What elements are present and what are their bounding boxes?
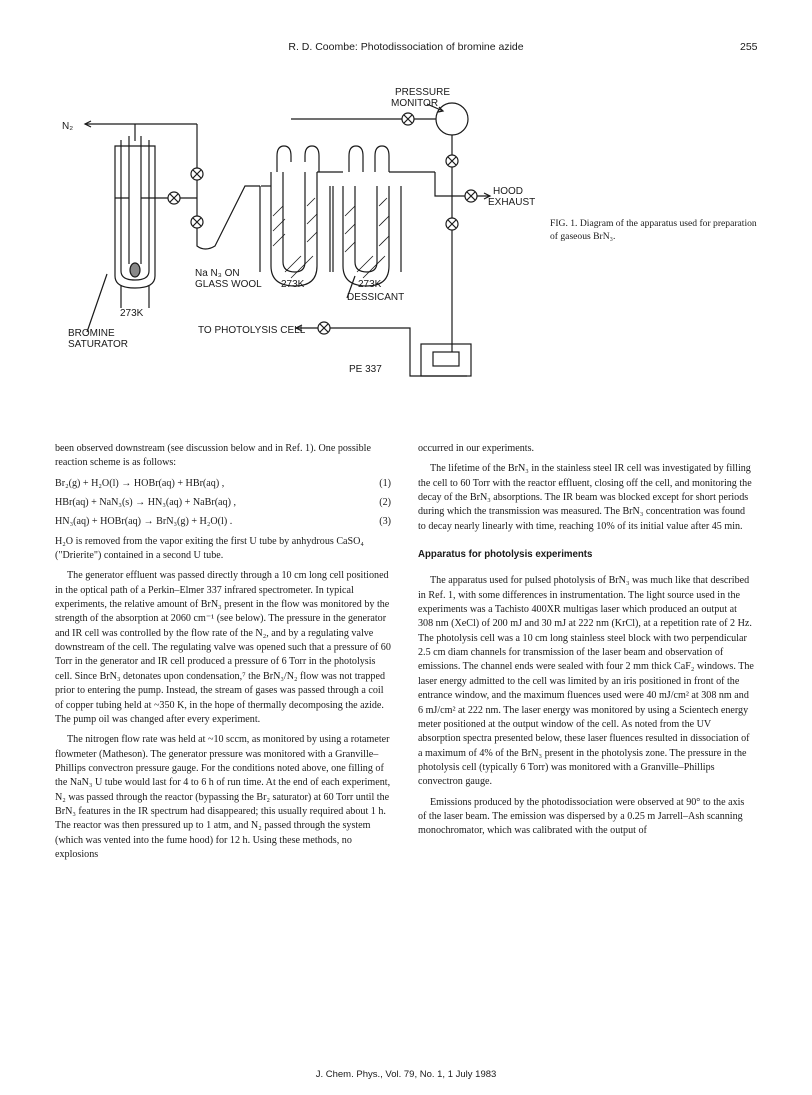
paragraph: The apparatus used for pulsed photolysis of BrN₃ was much like that described in Ref. 1, with some differences in instrumentation. The light source used in the experiments was a Tachisto 400XR multigas laser which produced an output at 308 nm (XeCl) of 200 mJ and 30 mJ at 222 nm (KrCl), at a repetition rate of 2 Hz. The photolysis cell was a 10 cm long stainless steel block with two perpendicular 2.5 cm diam channels for transmission of the laser beam and observation of emissions. The channel ends were sealed with four 2 mm thick CaF₂ windows. The laser energy admitted to the cell was limited by an iris positioned in front of the entrance window, and the maximum fluences used were 40 mJ/cm² at 308 nm and 6 mJ/cm² at 222 nm. The laser energy was monitored by using a Scientech energy meter positioned at the output window of the cell. As noted from the UV absorption spectra presented below, these laser fluences resulted in dissociation of a maximum of 4% of the BrN₃ present in the photolysis zone. The pressure in the photolysis cell (typically 6 Torr) was monitored with a Granville–Phillips convectron gauge. — [418, 575, 754, 788]
paragraph: been observed downstream (see discussion below and in Ref. 1). One possible reaction scheme is as follows: — [55, 443, 371, 469]
paragraph: H₂O is removed from the vapor exiting the first U tube by anhydrous CaSO₄ ("Drierite") contained in a second U tube. — [55, 535, 364, 562]
label-nan3-1: Na N₃ ON — [195, 268, 240, 279]
saturator-pointer — [87, 274, 107, 332]
running-title: R. D. Coombe: Photodissociation of bromine azide — [288, 41, 524, 53]
paragraph: The generator effluent was passed directly through a 10 cm long cell positioned in the optical path of a Perkin–Elmer 337 infrared spectrometer. In typical experiments, the relative amount of BrN₃ present in the flow was monitored by the strength of the absorption at 2060 cm⁻¹ (see below). The pressure in the generator and IR cell was controlled by the flow rate of the N₂, and by a regulating valve downstream of the cell. The regulating valve was opened such that a pressure of 60 Torr in the generator and IR cell produced a pressure of 6 Torr in the photolysis cell. Since BrN₃ detonates upon condensation,⁷ the BrN₃/N₂ flow was not trapped prior to entering the pump. Instead, the stream of gases was passed through a coil of copper tubing held at ~350 K, in the hope of thermally decomposing the azide. The pump oil was changed after every experiment. — [55, 570, 391, 725]
label-n2: N₂ — [62, 121, 74, 132]
left-column — [55, 442, 391, 868]
label-temp-left: 273K — [120, 308, 144, 319]
paragraph: Emissions produced by the photodissociation were observed at 90° to the axis of the laser beam. The emission was dispersed by a 0.25 m Jarrell–Ash scanning monochromator, which was calibrated with the output of — [418, 796, 745, 837]
valve-photolysis — [318, 322, 330, 334]
equation-3 — [55, 515, 391, 529]
label-pressure-monitor-2: MONITOR — [391, 98, 439, 109]
label-to-photolysis: TO PHOTOLYSIS CELL — [198, 325, 306, 336]
label-temp-right: 273K — [358, 279, 382, 290]
equation-number: (2) — [379, 497, 391, 509]
bromine-saturator — [115, 136, 155, 288]
label-hood-exhaust-1: HOOD — [493, 186, 523, 197]
paragraph: The lifetime of the BrN₃ in the stainless steel IR cell was investigated by filling the cell to 60 Torr with the reactor effluent, closing off the cell, and monitoring the decay of the BrN₃ absorptions. The IR beam was blocked except for short periods during which the transmission was measured. The BrN₃ concentration was found to decay nearly linearly with time, reaching 10% of its initial value after 45 min. — [418, 463, 752, 532]
bath-marks — [121, 286, 149, 308]
journal-footer: J. Chem. Phys., Vol. 79, No. 1, 1 July 1983 — [315, 1069, 497, 1080]
equation-number: (1) — [379, 477, 391, 489]
figure-caption: FIG. 1. Diagram of the apparatus used for preparation of gaseous BrN₃. — [550, 218, 757, 242]
label-bromine-2: SATURATOR — [68, 339, 129, 350]
equation-2 — [55, 496, 391, 510]
reactor-inlet-line — [197, 186, 260, 249]
valve-hood — [465, 190, 477, 202]
nan3-u-tube — [271, 146, 319, 286]
valve-b — [191, 216, 203, 228]
equation-number: (3) — [379, 516, 391, 528]
label-hood-exhaust-2: EXHAUST — [488, 197, 536, 208]
photolysis-line — [296, 328, 410, 348]
dessicant-u-tube — [343, 146, 389, 286]
apparatus-diagram — [55, 76, 545, 386]
valve-d — [446, 155, 458, 167]
valve-c — [168, 192, 180, 204]
label-pressure-monitor-1: PRESSURE — [395, 87, 451, 98]
valve-e — [446, 218, 458, 230]
label-pe337: PE 337 — [349, 364, 382, 375]
equation-text: Br₂(g) + H₂O(l) → HOBr(aq) + HBr(aq) , — [55, 477, 225, 489]
ir-cell — [421, 321, 471, 376]
label-bromine-1: BROMINE — [68, 328, 115, 339]
right-column — [418, 442, 754, 845]
paragraph: The nitrogen flow rate was held at ~10 sccm, as monitored by using a rotameter flowmeter (Matheson). The generator pressure was monitored with a Granville–Phillips convectron pressure gauge. For the conditions noted above, one filling of the NaN₃ U tube would last for 4 to 6 h of run time. At the end of each experiment, N₂ was passed through the reactor (bypassing the Br₂ saturator) at 60 Torr until the BrN₃ features in the IR spectrum had disappeared; this usually required about 1 h. The reactor was then pressured up to 1 atm, and N₂ passed through the system (which was vented into the fume hood) for 12 h. Using these methods, no explosions — [55, 734, 391, 860]
page-number: 255 — [740, 41, 758, 53]
equation-1 — [55, 477, 391, 491]
label-nan3-2: GLASS WOOL — [195, 279, 262, 290]
label-temp-mid: 273K — [281, 279, 305, 290]
hood-line — [435, 172, 490, 196]
equation-text: HN₃(aq) + HOBr(aq) → BrN₃(g) + H₂O(l) . — [55, 516, 233, 528]
valve-a — [191, 168, 203, 180]
paragraph: occurred in our experiments. — [418, 443, 535, 454]
equation-text: HBr(aq) + NaN₃(s) → HN₃(aq) + NaBr(aq) , — [55, 497, 236, 509]
section-heading: Apparatus for photolysis experiments — [418, 549, 593, 561]
pressure-monitor-gauge — [436, 103, 468, 135]
valve-monitor — [402, 113, 414, 125]
label-dessicant: DESSICANT — [347, 292, 405, 303]
